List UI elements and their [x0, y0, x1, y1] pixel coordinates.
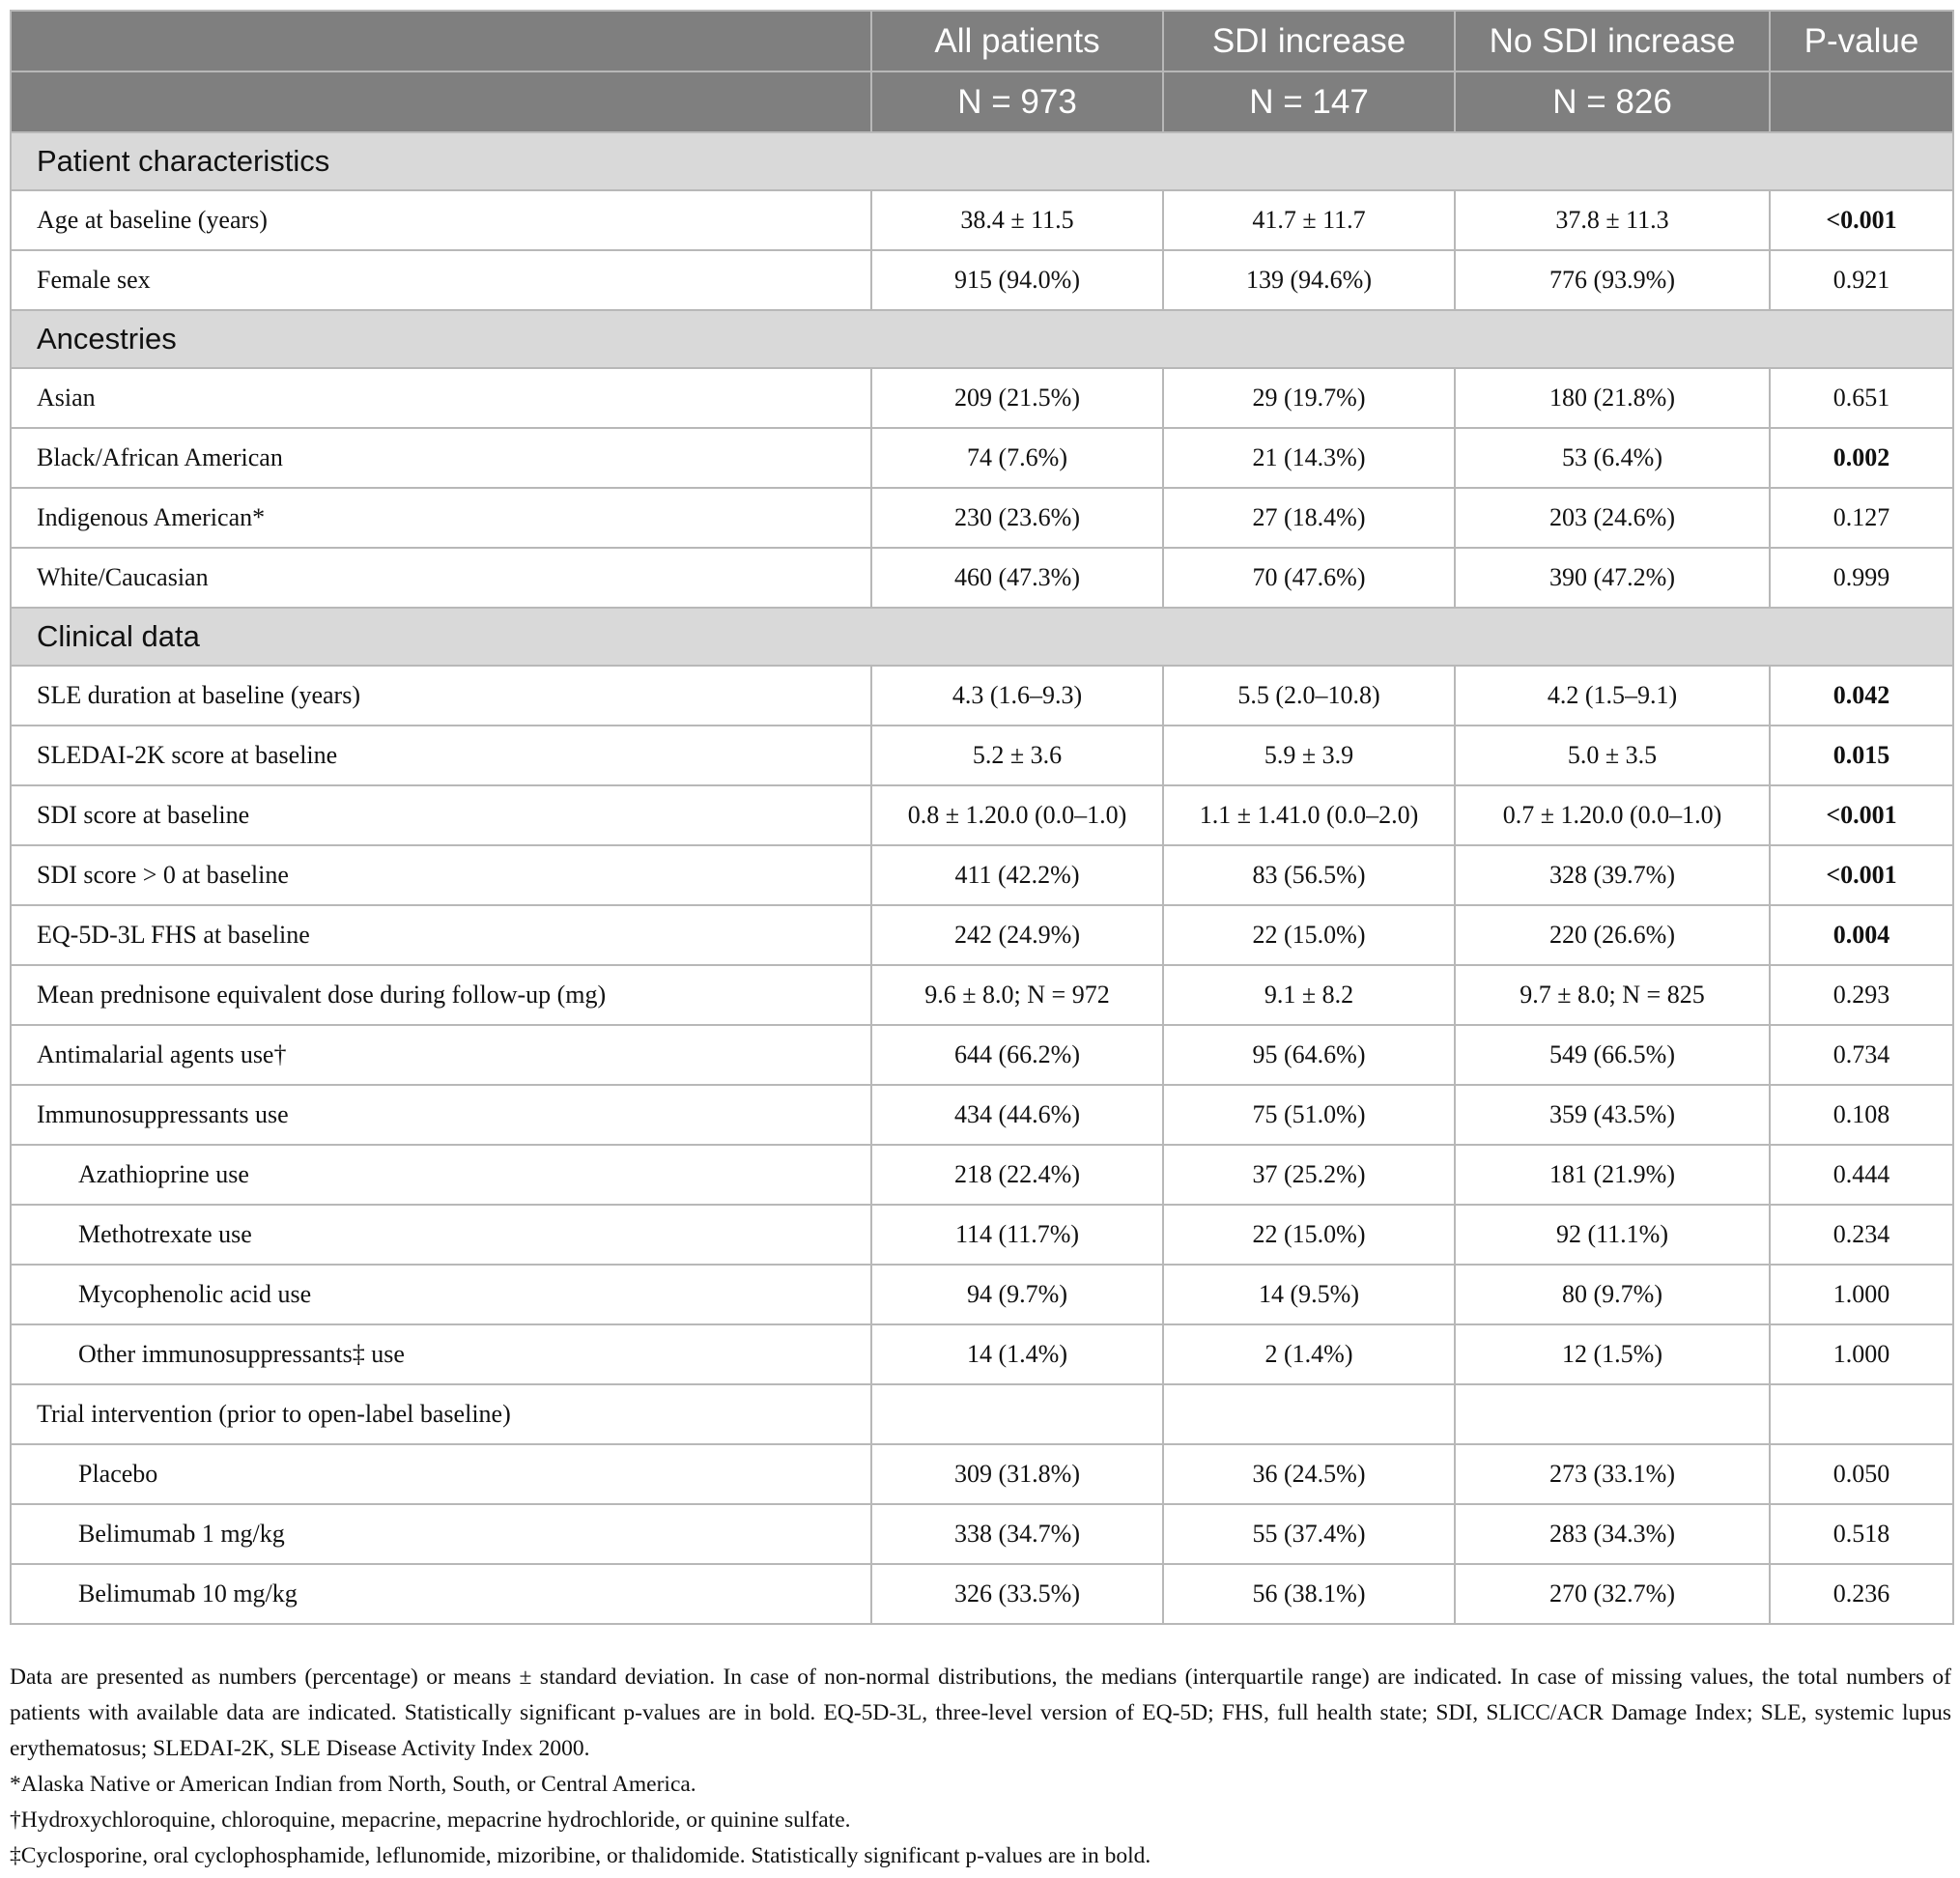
table-row [11, 726, 1953, 785]
cell-all-patients: 644 (66.2%) [871, 1025, 1163, 1085]
table-row [11, 428, 1953, 488]
header-all-patients: All patients [871, 11, 1163, 71]
header-row-1 [11, 11, 1953, 71]
cell-p-value: 1.000 [1770, 1324, 1953, 1384]
cell-no-sdi-increase: 4.2 (1.5–9.1) [1455, 666, 1770, 726]
table-row [11, 190, 1953, 250]
cell-p-value: <0.001 [1770, 190, 1953, 250]
cell-no-sdi-increase: 12 (1.5%) [1455, 1324, 1770, 1384]
header-n-no-increase: N = 826 [1455, 71, 1770, 132]
cell-p-value: 0.236 [1770, 1564, 1953, 1624]
table-row [11, 1025, 1953, 1085]
footnote-main: Data are presented as numbers (percentage) or means ± standard deviation. In case of non-normal distributions, the medians (interquartile range) are indicated. In case of missing values, the total numbers of patients with available data are indicated. Statistically significant p-values are in bold. EQ-5D-3L, three-level version of EQ-5D; FHS, full health state; SDI, SLICC/ACR Damage Index; SLE, systemic lupus erythematosus; SLEDAI-2K, SLE Disease Activity Index 2000. [10, 1665, 1951, 1761]
cell-sdi-increase: 70 (47.6%) [1163, 548, 1455, 608]
cell-sdi-increase: 56 (38.1%) [1163, 1564, 1455, 1624]
cell-p-value: 0.002 [1770, 428, 1953, 488]
header-sdi-increase: SDI increase [1163, 11, 1455, 71]
cell-sdi-increase: 1.1 ± 1.41.0 (0.0–2.0) [1163, 785, 1455, 845]
cell-p-value: 0.293 [1770, 965, 1953, 1025]
cell-no-sdi-increase: 5.0 ± 3.5 [1455, 726, 1770, 785]
cell-sdi-increase: 36 (24.5%) [1163, 1444, 1455, 1504]
cell-sdi-increase: 5.5 (2.0–10.8) [1163, 666, 1455, 726]
cell-all-patients: 114 (11.7%) [871, 1205, 1163, 1265]
cell-p-value: 1.000 [1770, 1265, 1953, 1324]
cell-all-patients [871, 1384, 1163, 1444]
cell-all-patients: 338 (34.7%) [871, 1504, 1163, 1564]
cell-all-patients: 411 (42.2%) [871, 845, 1163, 905]
row-label: SLE duration at baseline (years) [11, 666, 871, 726]
cell-all-patients: 209 (21.5%) [871, 368, 1163, 428]
row-label: Trial intervention (prior to open-label baseline) [11, 1384, 871, 1444]
table-footnotes [10, 1660, 1951, 1874]
cell-all-patients: 326 (33.5%) [871, 1564, 1163, 1624]
table-row [11, 1444, 1953, 1504]
table-container [10, 10, 1952, 1625]
cell-sdi-increase: 29 (19.7%) [1163, 368, 1455, 428]
cell-p-value: 0.651 [1770, 368, 1953, 428]
cell-all-patients: 434 (44.6%) [871, 1085, 1163, 1145]
cell-no-sdi-increase: 359 (43.5%) [1455, 1085, 1770, 1145]
header-n-all: N = 973 [871, 71, 1163, 132]
cell-no-sdi-increase: 283 (34.3%) [1455, 1504, 1770, 1564]
cell-no-sdi-increase: 776 (93.9%) [1455, 250, 1770, 310]
table-row [11, 548, 1953, 608]
cell-sdi-increase: 55 (37.4%) [1163, 1504, 1455, 1564]
cell-all-patients: 14 (1.4%) [871, 1324, 1163, 1384]
row-label: Mean prednisone equivalent dose during follow-up (mg) [11, 965, 871, 1025]
header-p-value: P-value [1770, 11, 1953, 71]
cell-sdi-increase: 27 (18.4%) [1163, 488, 1455, 548]
row-label: Other immunosuppressants‡ use [11, 1324, 871, 1384]
cell-no-sdi-increase: 220 (26.6%) [1455, 905, 1770, 965]
cell-no-sdi-increase: 549 (66.5%) [1455, 1025, 1770, 1085]
row-label: Belimumab 1 mg/kg [11, 1504, 871, 1564]
row-label: Mycophenolic acid use [11, 1265, 871, 1324]
row-label: Age at baseline (years) [11, 190, 871, 250]
table-row [11, 1324, 1953, 1384]
cell-p-value [1770, 1384, 1953, 1444]
cell-all-patients: 309 (31.8%) [871, 1444, 1163, 1504]
section-header-row [11, 132, 1953, 190]
cell-no-sdi-increase [1455, 1384, 1770, 1444]
table-row [11, 488, 1953, 548]
cell-sdi-increase: 37 (25.2%) [1163, 1145, 1455, 1205]
cell-all-patients: 218 (22.4%) [871, 1145, 1163, 1205]
cell-no-sdi-increase: 53 (6.4%) [1455, 428, 1770, 488]
cell-no-sdi-increase: 180 (21.8%) [1455, 368, 1770, 428]
table-row [11, 1145, 1953, 1205]
cell-all-patients: 5.2 ± 3.6 [871, 726, 1163, 785]
table-row [11, 1265, 1953, 1324]
cell-all-patients: 38.4 ± 11.5 [871, 190, 1163, 250]
cell-p-value: 0.015 [1770, 726, 1953, 785]
row-label: Asian [11, 368, 871, 428]
row-label: Indigenous American* [11, 488, 871, 548]
header-cell [11, 11, 871, 71]
table-header [11, 11, 1953, 132]
section-title: Ancestries [11, 310, 1953, 368]
cell-no-sdi-increase: 9.7 ± 8.0; N = 825 [1455, 965, 1770, 1025]
cell-no-sdi-increase: 270 (32.7%) [1455, 1564, 1770, 1624]
header-n-increase: N = 147 [1163, 71, 1455, 132]
cell-all-patients: 242 (24.9%) [871, 905, 1163, 965]
row-label: SLEDAI-2K score at baseline [11, 726, 871, 785]
section-title: Patient characteristics [11, 132, 1953, 190]
table-body [11, 132, 1953, 1624]
table-row [11, 905, 1953, 965]
cell-no-sdi-increase: 181 (21.9%) [1455, 1145, 1770, 1205]
cell-p-value: 0.734 [1770, 1025, 1953, 1085]
row-label: Belimumab 10 mg/kg [11, 1564, 871, 1624]
table-row [11, 845, 1953, 905]
table-row [11, 250, 1953, 310]
cell-p-value: 0.050 [1770, 1444, 1953, 1504]
table-row [11, 1564, 1953, 1624]
cell-sdi-increase: 21 (14.3%) [1163, 428, 1455, 488]
cell-all-patients: 915 (94.0%) [871, 250, 1163, 310]
cell-p-value: <0.001 [1770, 785, 1953, 845]
header-cell [11, 71, 871, 132]
section-title: Clinical data [11, 608, 1953, 666]
row-label: Immunosuppressants use [11, 1085, 871, 1145]
row-label: Black/African American [11, 428, 871, 488]
cell-sdi-increase: 139 (94.6%) [1163, 250, 1455, 310]
cell-no-sdi-increase: 273 (33.1%) [1455, 1444, 1770, 1504]
row-label: Antimalarial agents use† [11, 1025, 871, 1085]
cell-no-sdi-increase: 92 (11.1%) [1455, 1205, 1770, 1265]
footnote-dagger: †Hydroxychloroquine, chloroquine, mepacrine, mepacrine hydrochloride, or quinine sulfate. [10, 1807, 851, 1833]
cell-p-value: 0.127 [1770, 488, 1953, 548]
row-label: Female sex [11, 250, 871, 310]
row-label: EQ-5D-3L FHS at baseline [11, 905, 871, 965]
cell-p-value: 0.518 [1770, 1504, 1953, 1564]
row-label: Placebo [11, 1444, 871, 1504]
footnote-ddagger: ‡Cyclosporine, oral cyclophosphamide, leflunomide, mizoribine, or thalidomide. Statistically significant p-values are in bold. [10, 1843, 1151, 1868]
table-row [11, 1085, 1953, 1145]
table-row [11, 1384, 1953, 1444]
row-label: SDI score at baseline [11, 785, 871, 845]
cell-no-sdi-increase: 390 (47.2%) [1455, 548, 1770, 608]
cell-all-patients: 460 (47.3%) [871, 548, 1163, 608]
cell-p-value: 0.921 [1770, 250, 1953, 310]
footnote-star: *Alaska Native or American Indian from North, South, or Central America. [10, 1772, 696, 1797]
header-cell [1770, 71, 1953, 132]
cell-p-value: 0.999 [1770, 548, 1953, 608]
cell-all-patients: 4.3 (1.6–9.3) [871, 666, 1163, 726]
cell-p-value: <0.001 [1770, 845, 1953, 905]
cell-sdi-increase: 83 (56.5%) [1163, 845, 1455, 905]
cell-p-value: 0.234 [1770, 1205, 1953, 1265]
cell-no-sdi-increase: 328 (39.7%) [1455, 845, 1770, 905]
cell-sdi-increase [1163, 1384, 1455, 1444]
cell-sdi-increase: 9.1 ± 8.2 [1163, 965, 1455, 1025]
section-header-row [11, 310, 1953, 368]
cell-p-value: 0.108 [1770, 1085, 1953, 1145]
cell-no-sdi-increase: 203 (24.6%) [1455, 488, 1770, 548]
table-row [11, 1205, 1953, 1265]
cell-sdi-increase: 22 (15.0%) [1163, 905, 1455, 965]
table-row [11, 666, 1953, 726]
cell-no-sdi-increase: 80 (9.7%) [1455, 1265, 1770, 1324]
table-row [11, 1504, 1953, 1564]
data-table [10, 10, 1954, 1625]
cell-sdi-increase: 75 (51.0%) [1163, 1085, 1455, 1145]
cell-p-value: 0.042 [1770, 666, 1953, 726]
row-label: Methotrexate use [11, 1205, 871, 1265]
cell-sdi-increase: 5.9 ± 3.9 [1163, 726, 1455, 785]
cell-all-patients: 94 (9.7%) [871, 1265, 1163, 1324]
row-label: Azathioprine use [11, 1145, 871, 1205]
cell-sdi-increase: 2 (1.4%) [1163, 1324, 1455, 1384]
cell-p-value: 0.004 [1770, 905, 1953, 965]
row-label: SDI score > 0 at baseline [11, 845, 871, 905]
table-row [11, 965, 1953, 1025]
header-no-sdi-increase: No SDI increase [1455, 11, 1770, 71]
cell-all-patients: 9.6 ± 8.0; N = 972 [871, 965, 1163, 1025]
cell-sdi-increase: 14 (9.5%) [1163, 1265, 1455, 1324]
cell-sdi-increase: 22 (15.0%) [1163, 1205, 1455, 1265]
cell-sdi-increase: 41.7 ± 11.7 [1163, 190, 1455, 250]
table-row [11, 368, 1953, 428]
cell-all-patients: 230 (23.6%) [871, 488, 1163, 548]
row-label: White/Caucasian [11, 548, 871, 608]
cell-no-sdi-increase: 0.7 ± 1.20.0 (0.0–1.0) [1455, 785, 1770, 845]
cell-no-sdi-increase: 37.8 ± 11.3 [1455, 190, 1770, 250]
cell-all-patients: 0.8 ± 1.20.0 (0.0–1.0) [871, 785, 1163, 845]
cell-sdi-increase: 95 (64.6%) [1163, 1025, 1455, 1085]
cell-all-patients: 74 (7.6%) [871, 428, 1163, 488]
header-row-2 [11, 71, 1953, 132]
section-header-row [11, 608, 1953, 666]
cell-p-value: 0.444 [1770, 1145, 1953, 1205]
table-row [11, 785, 1953, 845]
